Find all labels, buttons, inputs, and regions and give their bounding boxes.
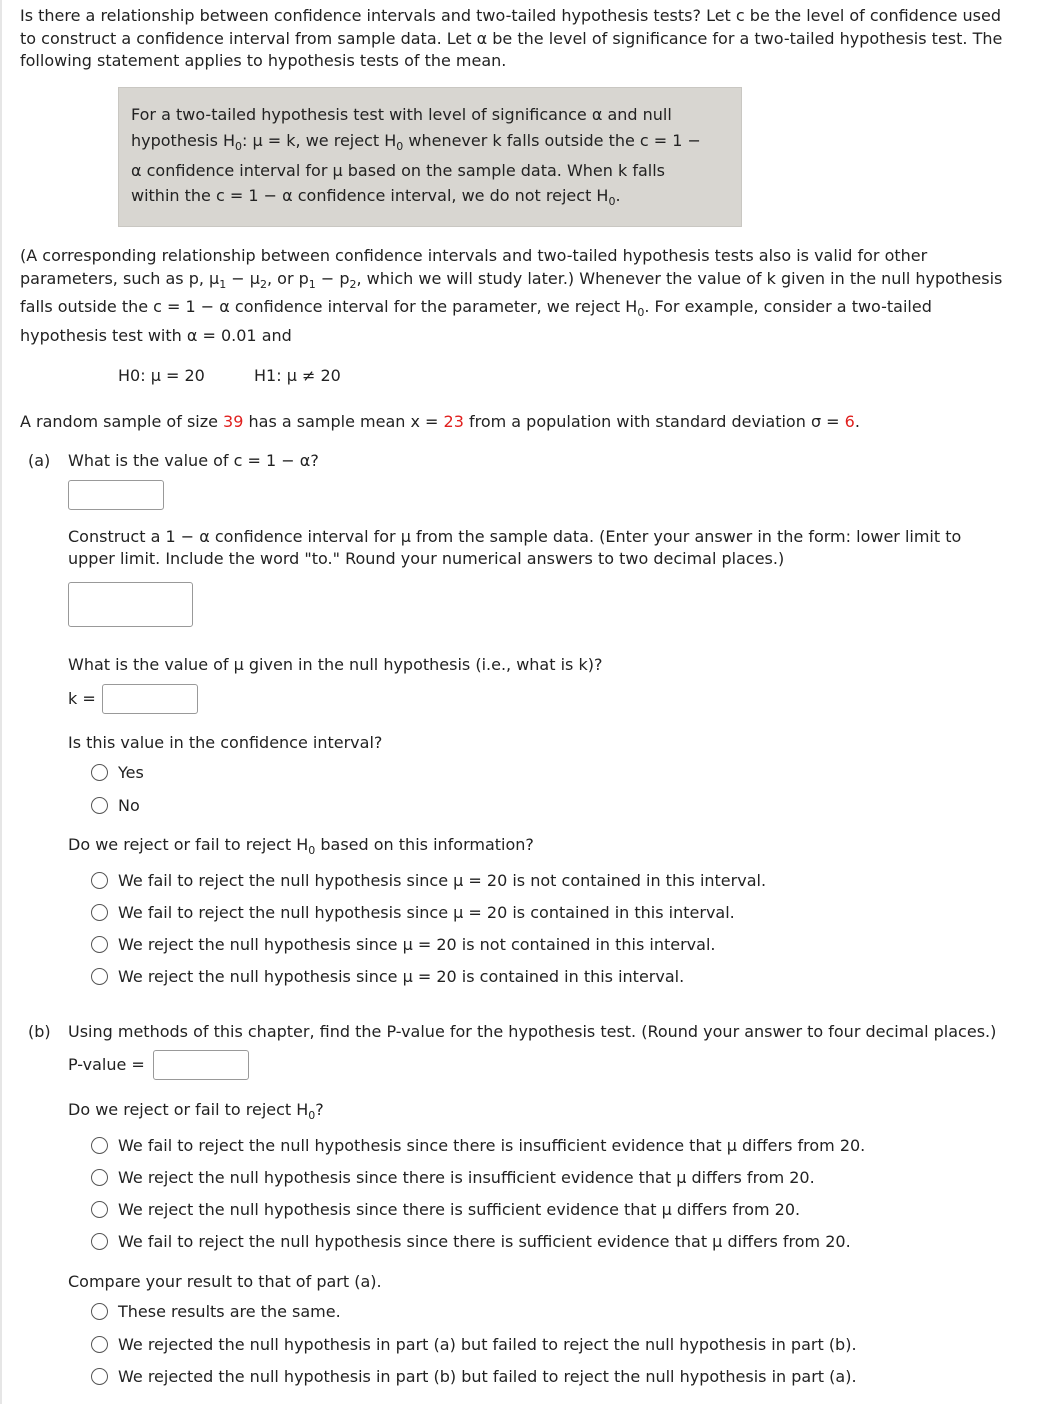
part-a-label: (a) <box>28 451 51 470</box>
sample-mean: 23 <box>443 412 464 431</box>
sample-sentence: A random sample of size 39 has a sample mean x = 23 from a population with standard deviation σ = 6. <box>20 412 860 431</box>
part-a-q3: What is the value of μ given in the null hypothesis (i.e., what is k)? <box>68 655 603 674</box>
part-b-label: (b) <box>28 1022 51 1041</box>
part-b-q1: Using methods of this chapter, find the P-value for the hypothesis test. (Round your answer to four decimal places.) <box>68 1022 997 1041</box>
radio-b-q3-option-1[interactable] <box>91 1303 108 1320</box>
radio-b-q2-option-3[interactable] <box>91 1201 108 1218</box>
para2-line-1: (A corresponding relationship between confidence intervals and two-tailed hypothesis tests also is valid for other <box>20 246 928 265</box>
sample-sigma: 6 <box>844 412 855 431</box>
part-a-q5: Do we reject or fail to reject $H_0$ based on this information? <box>68 835 534 857</box>
para2-line-2: parameters, such as p, $\mu_1 - \mu_2$, or $p_1 - p_2$, which we will study later.) Whenever the value of k given in the null hypothesis <box>20 269 1003 291</box>
para2-line-3: falls outside the c = 1 − α confidence interval for the parameter, we reject $H_0$. For example, consider a two-tailed <box>20 297 932 319</box>
option-b-q3-3: We rejected the null hypothesis in part (b) but failed to reject the null hypothesis in part (a). <box>118 1367 857 1386</box>
confidence-interval-input[interactable] <box>68 582 193 627</box>
part-b-q2: Do we reject or fail to reject $H_0$? <box>68 1100 324 1122</box>
c-value-input[interactable] <box>68 480 164 510</box>
option-b-q3-1: These results are the same. <box>118 1302 341 1321</box>
statement-line-3: α confidence interval for μ based on the sample data. When k falls <box>131 161 665 180</box>
left-border <box>0 0 2 1404</box>
statement-line-2: hypothesis $H_0$: μ = k, we reject $H_0$ whenever k falls outside the c = 1 − <box>131 131 701 153</box>
part-a-q4: Is this value in the confidence interval? <box>68 733 383 752</box>
option-q5-2: We fail to reject the null hypothesis since μ = 20 is contained in this interval. <box>118 903 735 922</box>
part-b-q3: Compare your result to that of part (a). <box>68 1272 382 1291</box>
radio-b-q3-option-2[interactable] <box>91 1336 108 1353</box>
radio-b-q2-option-4[interactable] <box>91 1233 108 1250</box>
part-a-q2-line-1: Construct a 1 − α confidence interval for μ from the sample data. (Enter your answer in the form: lower limit to <box>68 527 962 546</box>
radio-q5-option-4[interactable] <box>91 968 108 985</box>
sample-size: 39 <box>223 412 244 431</box>
p-value-label: P-value = <box>68 1055 145 1074</box>
option-b-q2-1: We fail to reject the null hypothesis since there is insufficient evidence that μ differs from 20. <box>118 1136 866 1155</box>
radio-q5-option-3[interactable] <box>91 936 108 953</box>
statement-line-4: within the c = 1 − α confidence interval, we do not reject $H_0$. <box>131 186 621 208</box>
intro-line-2: to construct a confidence interval from sample data. Let α be the level of significance for a two-tailed hypothesis test. The <box>20 29 1003 48</box>
p-value-input[interactable] <box>153 1050 249 1080</box>
option-b-q2-2: We reject the null hypothesis since there is insufficient evidence that μ differs from 20. <box>118 1168 815 1187</box>
radio-q4-yes[interactable] <box>91 764 108 781</box>
option-q4-no: No <box>118 796 140 815</box>
intro-line-1: Is there a relationship between confidence intervals and two-tailed hypothesis tests? Let c be the level of confidence used <box>20 6 1001 25</box>
option-b-q2-4: We fail to reject the null hypothesis since there is sufficient evidence that μ differs from 20. <box>118 1232 851 1251</box>
radio-q5-option-2[interactable] <box>91 904 108 921</box>
k-label: k = <box>68 689 96 708</box>
radio-q5-option-1[interactable] <box>91 872 108 889</box>
statement-box <box>118 87 742 227</box>
radio-b-q2-option-1[interactable] <box>91 1137 108 1154</box>
statement-line-1: For a two-tailed hypothesis test with level of significance α and null <box>131 105 672 124</box>
option-q5-4: We reject the null hypothesis since μ = 20 is contained in this interval. <box>118 967 685 986</box>
null-hypothesis: H0: μ = 20 <box>118 366 205 385</box>
para2-line-4: hypothesis test with α = 0.01 and <box>20 326 292 345</box>
option-b-q2-3: We reject the null hypothesis since there is sufficient evidence that μ differs from 20. <box>118 1200 801 1219</box>
radio-b-q3-option-3[interactable] <box>91 1368 108 1385</box>
part-a-q2-line-2: upper limit. Include the word "to." Round your numerical answers to two decimal places.) <box>68 549 785 568</box>
intro-line-3: following statement applies to hypothesis tests of the mean. <box>20 51 507 70</box>
option-b-q3-2: We rejected the null hypothesis in part (a) but failed to reject the null hypothesis in part (b). <box>118 1335 857 1354</box>
option-q5-1: We fail to reject the null hypothesis since μ = 20 is not contained in this interval. <box>118 871 767 890</box>
option-q4-yes: Yes <box>118 763 144 782</box>
part-a-q1: What is the value of c = 1 − α? <box>68 451 319 470</box>
k-input[interactable] <box>102 684 198 714</box>
radio-q4-no[interactable] <box>91 797 108 814</box>
option-q5-3: We reject the null hypothesis since μ = 20 is not contained in this interval. <box>118 935 716 954</box>
radio-b-q2-option-2[interactable] <box>91 1169 108 1186</box>
alt-hypothesis: H1: μ ≠ 20 <box>254 366 341 385</box>
